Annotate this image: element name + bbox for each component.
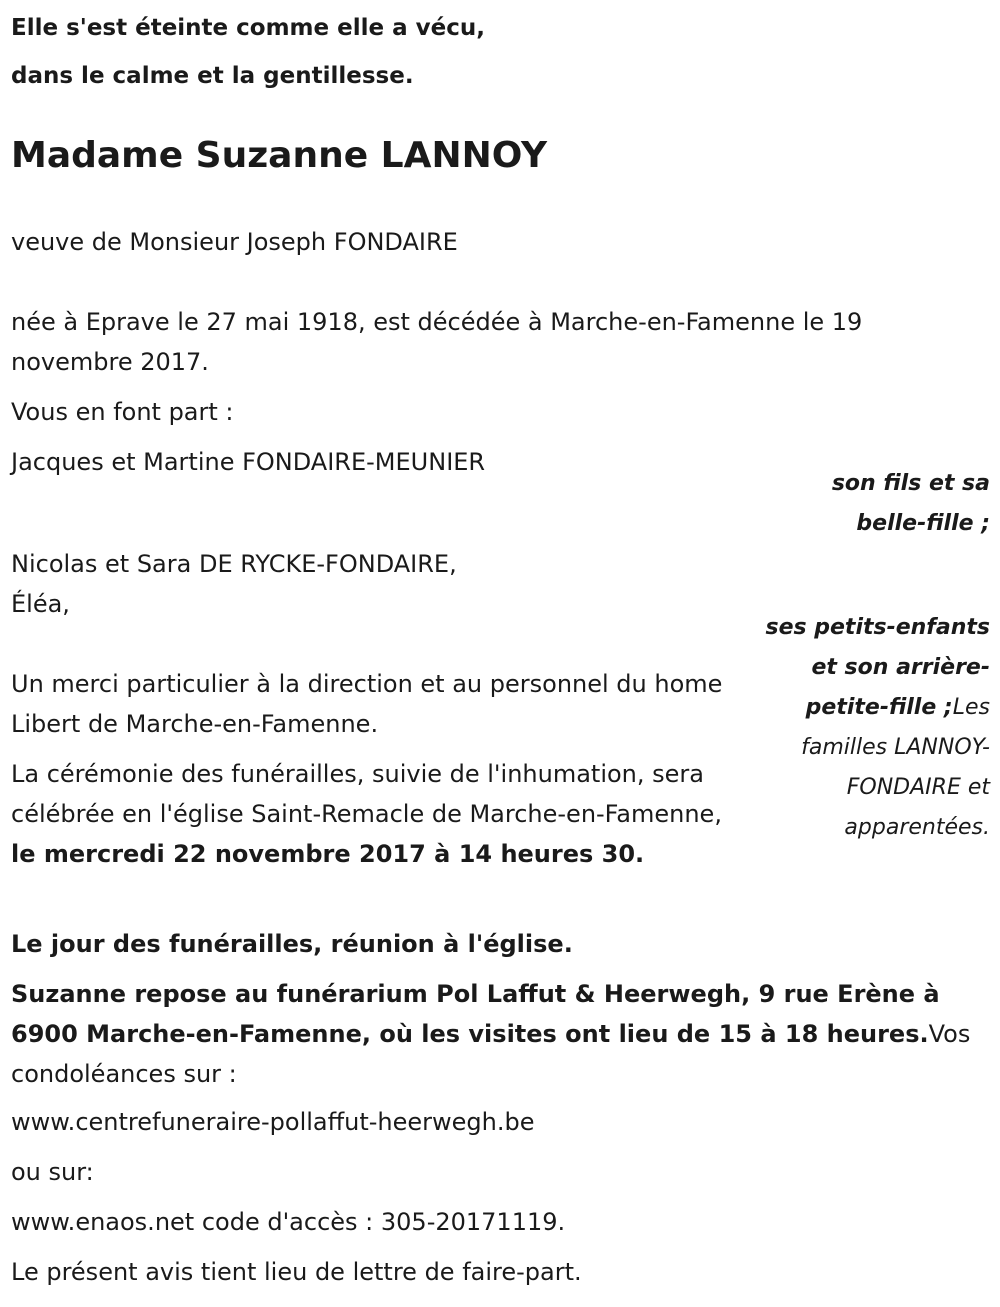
quote-line-2: dans le calme et la gentillesse. — [11, 63, 414, 89]
family-son: Jacques et Martine FONDAIRE-MEUNIER — [11, 448, 486, 476]
grandchildren — [11, 544, 457, 624]
family-roles — [740, 608, 990, 848]
closing: Le présent avis tient lieu de lettre de faire-part. — [11, 1258, 582, 1286]
deceased-name: Madame Suzanne LANNOY — [11, 135, 548, 176]
son-role: son fils et sa belle-fille ; — [831, 471, 990, 536]
rests — [11, 974, 996, 1094]
grandchildren-line-2: Éléa, — [11, 590, 70, 618]
quote-line-1: Elle s'est éteinte comme elle a vécu, — [11, 15, 485, 41]
birth-death: née à Eprave le 27 mai 1918, est décédée à Marche-en-Famenne le 19 novembre 2017. — [11, 308, 863, 376]
condolences-label: Vos condoléances sur : — [11, 1020, 971, 1088]
families: Les familles LANNOY-FONDAIRE et apparentées. — [801, 695, 990, 840]
website-1: www.centrefuneraire-pollaffut-heerwegh.be — [11, 1108, 535, 1136]
ceremony-text: La cérémonie des funérailles, suivie de l'inhumation, sera célébrée en l'église Saint-Remacle de Marche-en-Famenne, — [11, 760, 722, 828]
rests-info: Suzanne repose au funérarium Pol Laffut & Heerwegh, 9 rue Erène à 6900 Marche-en-Famenne, où les visites ont lieu de 15 à 18 heures. — [11, 980, 940, 1048]
thanks: Un merci particulier à la direction et au personnel du home Libert de Marche-en-Famenne. — [11, 670, 723, 738]
widow-of: veuve de Monsieur Joseph FONDAIRE — [11, 228, 458, 256]
website-2: www.enaos.net code d'accès : 305-20171119. — [11, 1208, 566, 1236]
ceremony — [11, 754, 731, 874]
grandchildren-line-1: Nicolas et Sara DE RYCKE-FONDAIRE, — [11, 550, 457, 578]
ceremony-date: le mercredi 22 novembre 2017 à 14 heures 30. — [11, 840, 645, 868]
announce: Vous en font part : — [11, 398, 234, 426]
grandchildren-role: ses petits-enfants et son arrière-petite-fille ; — [765, 615, 990, 720]
quote — [11, 4, 485, 100]
or-on: ou sur: — [11, 1158, 94, 1186]
meeting: Le jour des funérailles, réunion à l'église. — [11, 930, 573, 958]
